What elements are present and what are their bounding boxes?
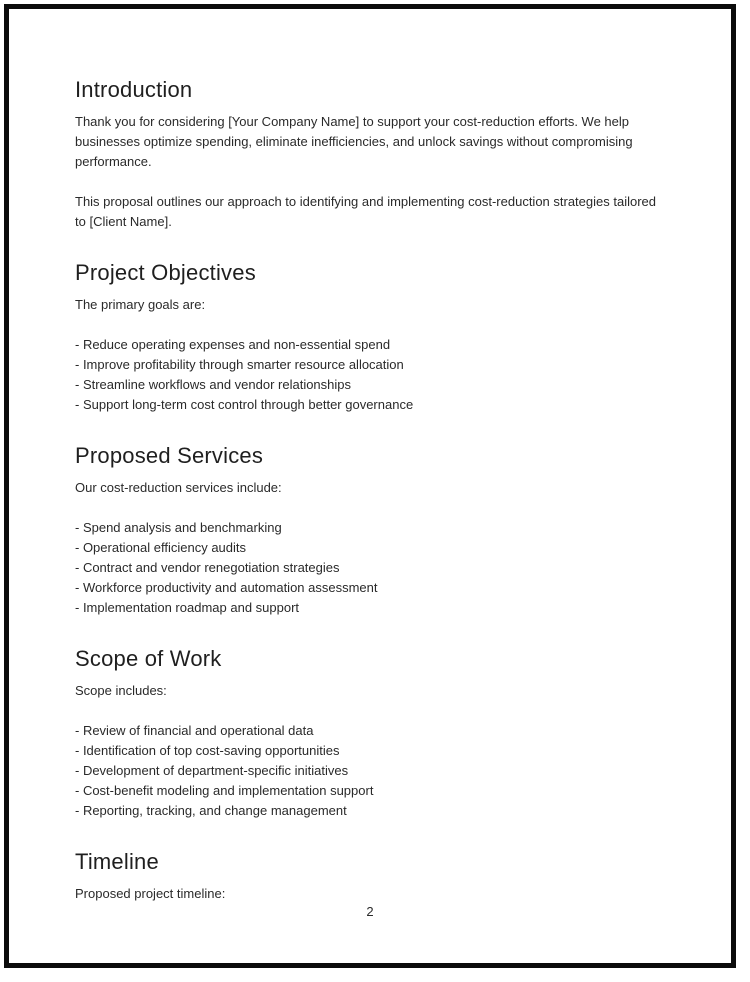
list-item: - Improve profitability through smarter resource allocation [75, 357, 404, 372]
services-list [75, 518, 667, 618]
list-item: - Review of financial and operational data [75, 723, 314, 738]
section-heading-scope-of-work: Scope of Work [75, 646, 222, 671]
section-introduction [75, 77, 667, 232]
paragraph: Thank you for considering [Your Company Name] to support your cost-reduction efforts. We help businesses optimize spending, eliminate inefficiencies, and unlock savings without compromising performance. [75, 114, 633, 169]
list-item: - Reduce operating expenses and non-essential spend [75, 337, 391, 352]
list-item: - Streamline workflows and vendor relationships [75, 377, 352, 392]
document-content [9, 9, 731, 904]
list-item: - Support long-term cost control through better governance [75, 397, 414, 412]
list-item: - Reporting, tracking, and change management [75, 803, 347, 818]
scope-list [75, 721, 667, 821]
list-item: - Cost-benefit modeling and implementation support [75, 783, 374, 798]
section-heading-timeline: Timeline [75, 849, 159, 874]
section-proposed-services [75, 443, 667, 618]
list-item: - Contract and vendor renegotiation strategies [75, 560, 340, 575]
document-page [4, 4, 736, 968]
section-heading-introduction: Introduction [75, 77, 193, 102]
list-item: - Development of department-specific initiatives [75, 763, 349, 778]
list-item: - Spend analysis and benchmarking [75, 520, 282, 535]
section-timeline [75, 849, 667, 904]
objectives-list [75, 335, 667, 415]
paragraph: Scope includes: [75, 683, 167, 698]
page-number: 2 [366, 904, 374, 919]
section-project-objectives [75, 260, 667, 415]
list-item: - Operational efficiency audits [75, 540, 247, 555]
section-scope-of-work [75, 646, 667, 821]
paragraph: This proposal outlines our approach to identifying and implementing cost-reduction strategies tailored to [Client Name]. [75, 194, 656, 229]
paragraph: The primary goals are: [75, 297, 206, 312]
list-item: - Implementation roadmap and support [75, 600, 300, 615]
section-heading-proposed-services: Proposed Services [75, 443, 264, 468]
list-item: - Workforce productivity and automation assessment [75, 580, 378, 595]
paragraph: Proposed project timeline: [75, 886, 226, 901]
paragraph: Our cost-reduction services include: [75, 480, 282, 495]
list-item: - Identification of top cost-saving opportunities [75, 743, 340, 758]
section-heading-project-objectives: Project Objectives [75, 260, 256, 285]
